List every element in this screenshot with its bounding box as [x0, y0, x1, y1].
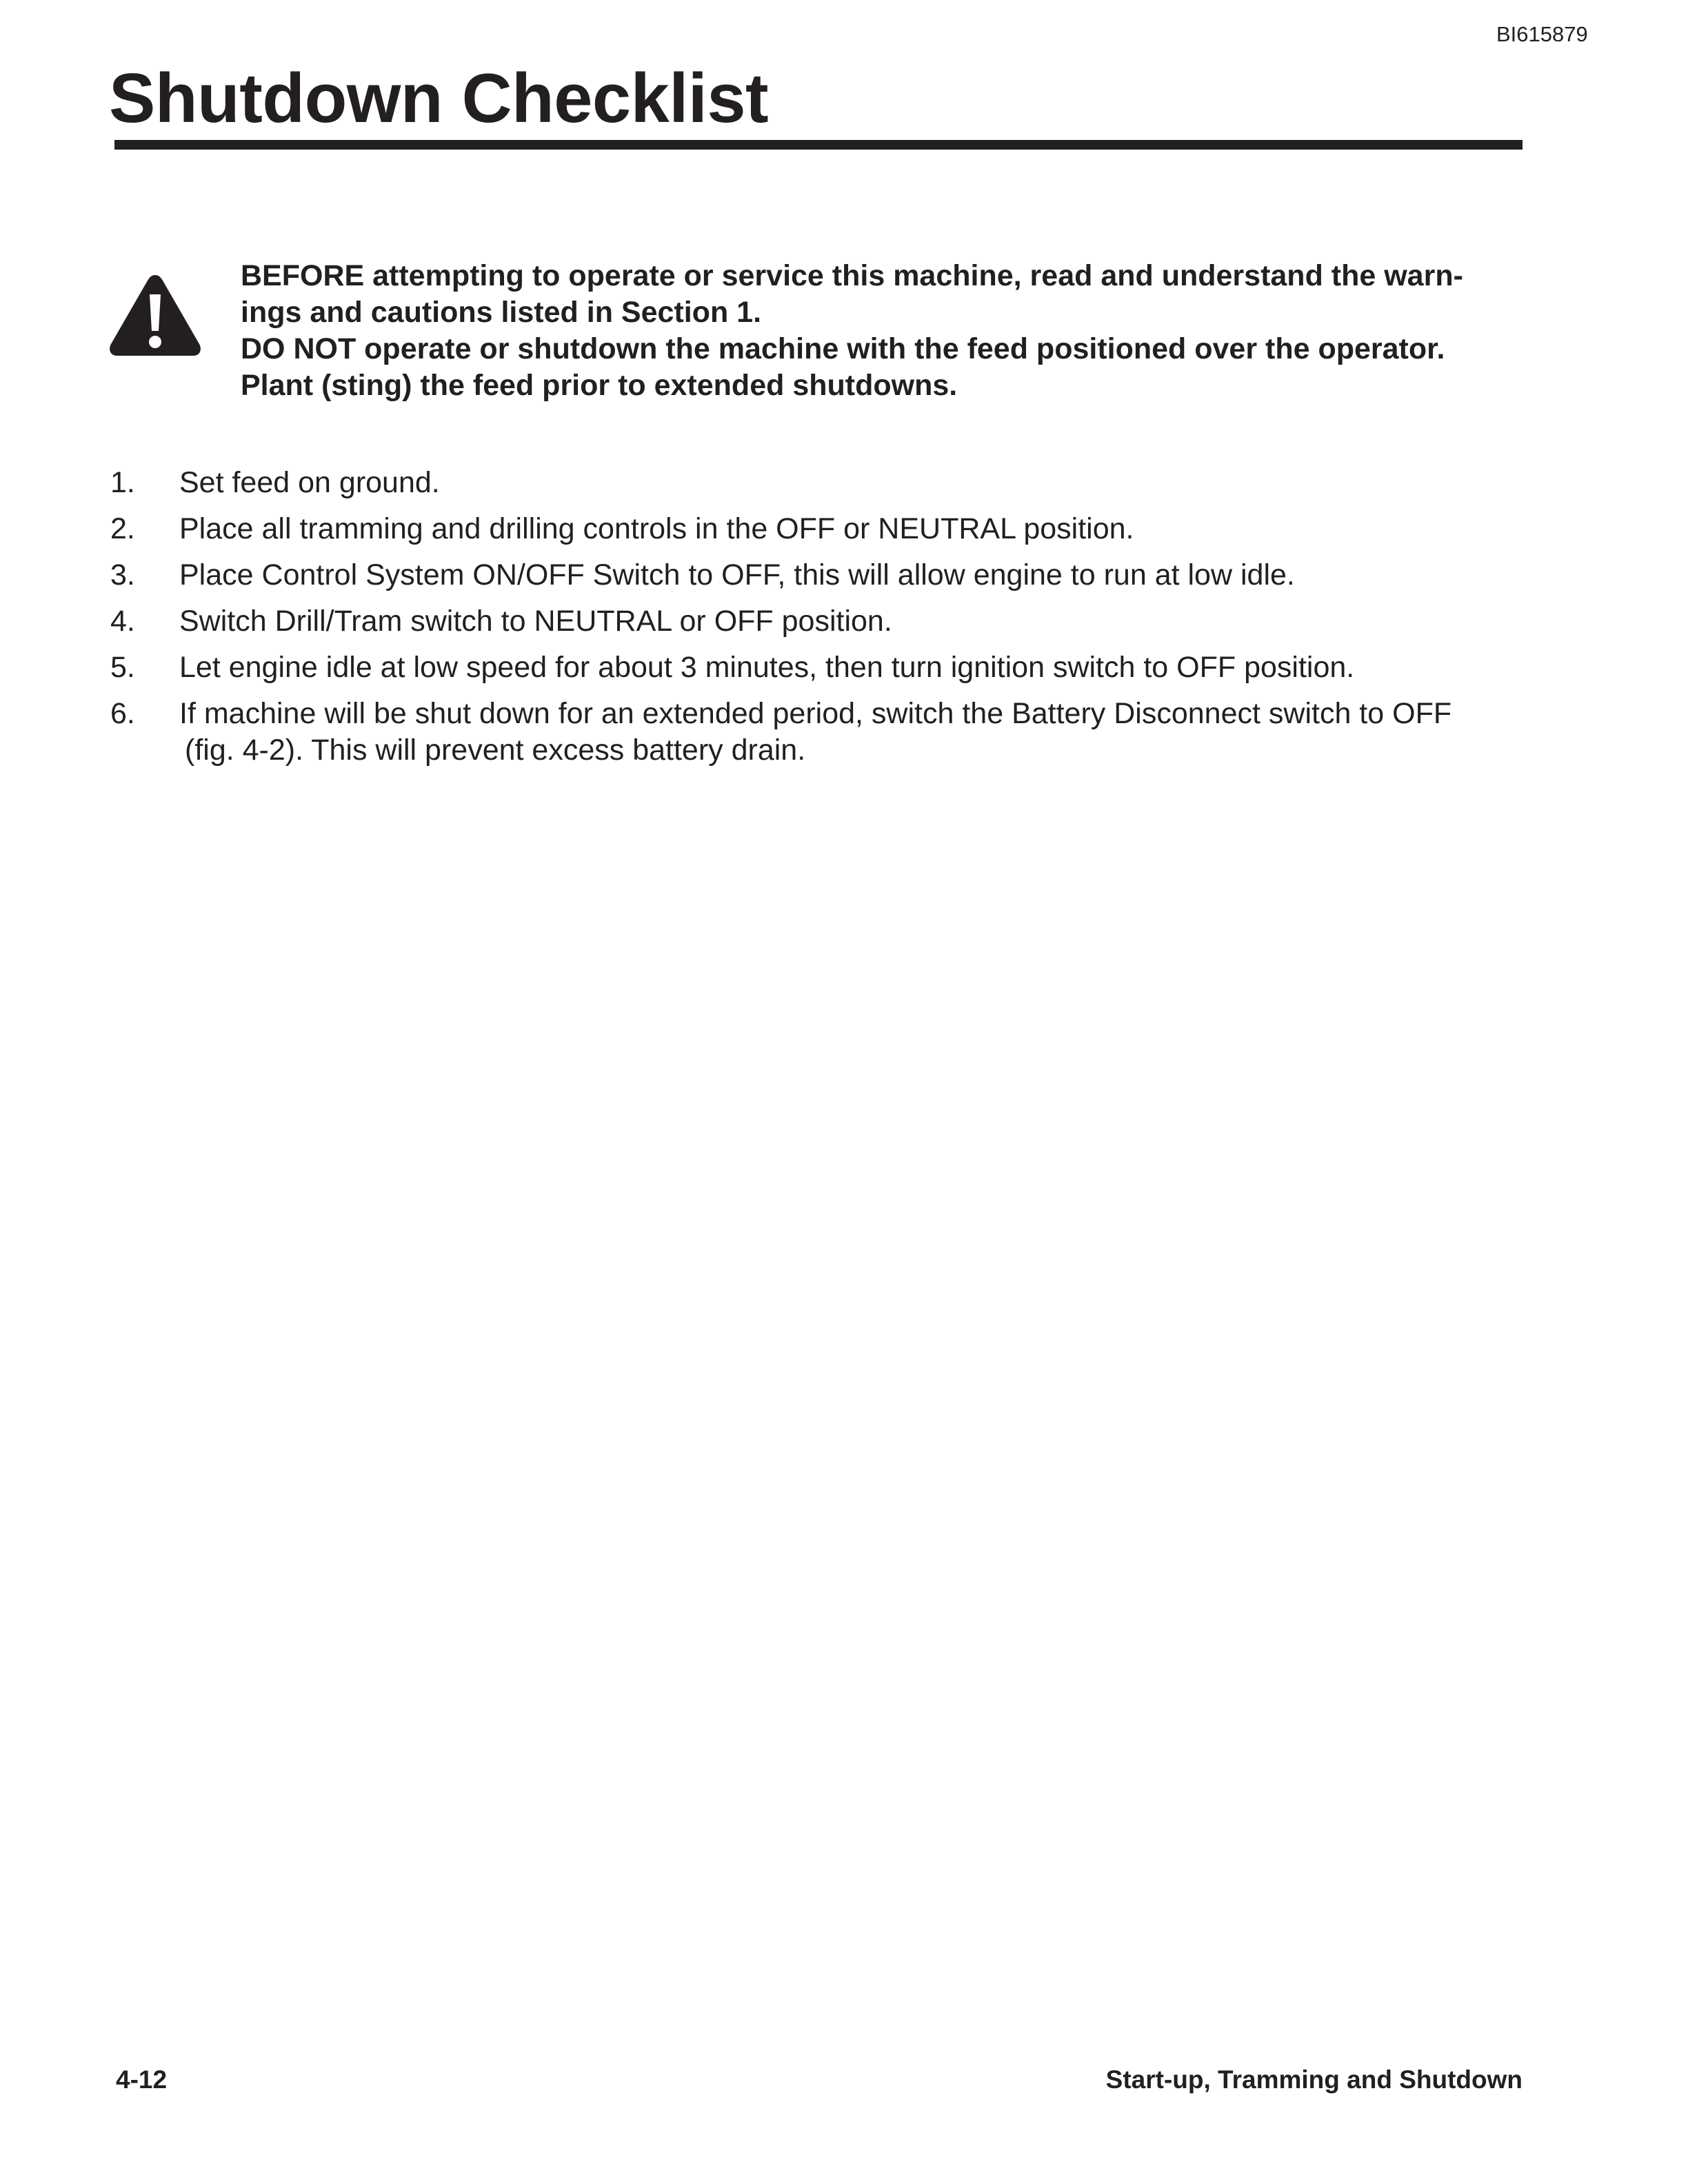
warning-line: BEFORE attempting to operate or service this machine, read and understand the warn-	[241, 259, 1463, 292]
warning-line: Plant (sting) the feed prior to extended shutdowns.	[241, 369, 958, 402]
document-id: BI615879	[1496, 22, 1588, 46]
warning-line: ings and cautions listed in Section 1.	[241, 296, 762, 329]
step-number: 3.	[110, 558, 135, 592]
step-number: 6.	[110, 697, 135, 730]
warning-text	[241, 258, 1523, 404]
step-number: 4.	[110, 605, 135, 638]
list-item	[110, 511, 1531, 547]
list-item	[110, 649, 1531, 686]
list-item	[110, 696, 1531, 769]
footer-section-title: Start-up, Tramming and Shutdown	[1105, 2065, 1523, 2094]
step-text: Switch Drill/Tram switch to NEUTRAL or OFF position.	[179, 605, 892, 638]
step-continuation-text: (fig. 4-2). This will prevent excess battery drain.	[185, 734, 806, 767]
step-number: 2.	[110, 512, 135, 545]
shutdown-steps-list	[110, 465, 1531, 778]
footer-page-number: 4-12	[116, 2065, 168, 2094]
warning-triangle-icon	[108, 272, 203, 359]
page-title: Shutdown Checklist	[109, 60, 769, 137]
step-text: If machine will be shut down for an extended period, switch the Battery Disconnect switch to OFF	[179, 697, 1452, 730]
step-text: Place Control System ON/OFF Switch to OFF, this will allow engine to run at low idle.	[179, 558, 1295, 592]
list-item	[110, 603, 1531, 640]
warning-line: DO NOT operate or shutdown the machine with the feed positioned over the operator.	[241, 332, 1445, 365]
list-item	[110, 557, 1531, 594]
step-text: Place all tramming and drilling controls in the OFF or NEUTRAL position.	[179, 512, 1134, 545]
title-rule	[114, 140, 1523, 150]
step-text: Let engine idle at low speed for about 3 minutes, then turn ignition switch to OFF position.	[179, 651, 1355, 684]
step-text: Set feed on ground.	[179, 466, 440, 499]
step-number: 1.	[110, 466, 135, 499]
list-item	[110, 465, 1531, 501]
step-number: 5.	[110, 651, 135, 684]
